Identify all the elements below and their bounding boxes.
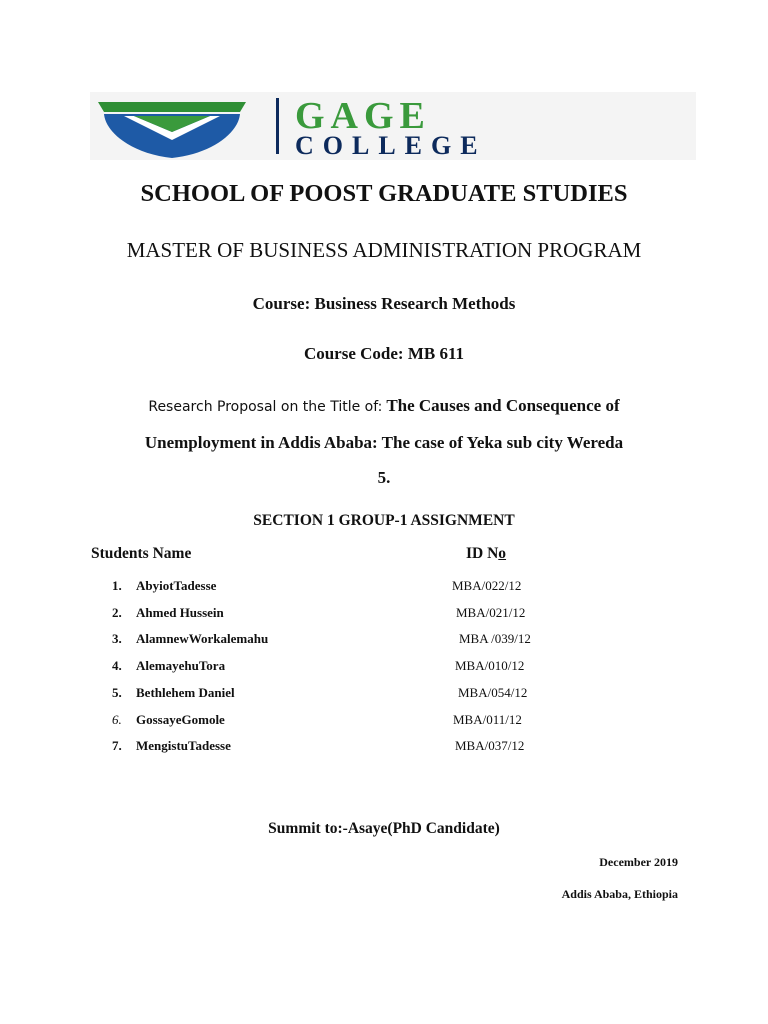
- college-logo: [90, 92, 696, 160]
- submission-date: December 2019: [599, 855, 678, 869]
- section-label: SECTION 1 GROUP-1 ASSIGNMENT: [253, 512, 515, 529]
- student-name: AbyiotTadesse: [136, 578, 217, 593]
- id-header-text: ID N: [466, 545, 499, 562]
- program-title: MASTER OF BUSINESS ADMINISTRATION PROGRAM: [126, 238, 642, 262]
- course-name: Course: Business Research Methods: [252, 294, 516, 313]
- student-id: MBA/011/12: [453, 712, 522, 727]
- student-name: Bethlehem Daniel: [136, 685, 235, 700]
- student-row: [0, 738, 768, 758]
- submitted-to: Summit to:-Asaye(PhD Candidate): [268, 820, 500, 837]
- student-number: 5.: [112, 685, 122, 700]
- student-number: 6.: [112, 712, 122, 727]
- research-title: [84, 388, 684, 495]
- student-id: MBA/022/12: [452, 578, 522, 593]
- svg-text:GAGE: GAGE: [295, 95, 431, 137]
- students-name-header: Students Name: [91, 545, 192, 562]
- student-number: 7.: [112, 738, 122, 753]
- gage-college-logo-graphic: [90, 92, 696, 160]
- course-code: Course Code: MB 611: [303, 344, 465, 363]
- student-row: [0, 658, 768, 678]
- title-line-2: Unemployment in Addis Ababa: The case of Yeka sub city Wereda: [144, 433, 624, 452]
- student-id: MBA/037/12: [455, 738, 525, 753]
- student-id: MBA /039/12: [459, 631, 531, 646]
- student-number: 4.: [112, 658, 122, 673]
- student-number: 2.: [112, 605, 122, 620]
- student-number: 3.: [112, 631, 122, 646]
- student-name: AlemayehuTora: [136, 658, 226, 673]
- student-row: [0, 631, 768, 651]
- school-title: SCHOOL OF POOST GRADUATE STUDIES: [140, 180, 628, 207]
- student-number: 1.: [112, 578, 122, 593]
- student-id: MBA/021/12: [456, 605, 526, 620]
- title-line-1: The Causes and Consequence of: [382, 396, 620, 415]
- student-row: [0, 605, 768, 625]
- title-line-3: 5.: [377, 468, 391, 487]
- student-row: [0, 578, 768, 598]
- id-number-header: [466, 545, 506, 563]
- title-prefix: Research Proposal on the Title of:: [148, 399, 383, 415]
- student-name: MengistuTadesse: [136, 738, 231, 753]
- submission-place: Addis Ababa, Ethiopia: [561, 887, 678, 901]
- student-id: MBA/010/12: [455, 658, 525, 673]
- svg-text:COLLEGE: COLLEGE: [295, 131, 487, 160]
- student-name: GossayeGomole: [136, 712, 225, 727]
- student-id: MBA/054/12: [458, 685, 528, 700]
- student-row: [0, 712, 768, 732]
- student-name: Ahmed Hussein: [136, 605, 224, 620]
- id-header-suffix: o: [498, 545, 507, 562]
- student-row: [0, 685, 768, 705]
- student-name: AlamnewWorkalemahu: [136, 631, 269, 646]
